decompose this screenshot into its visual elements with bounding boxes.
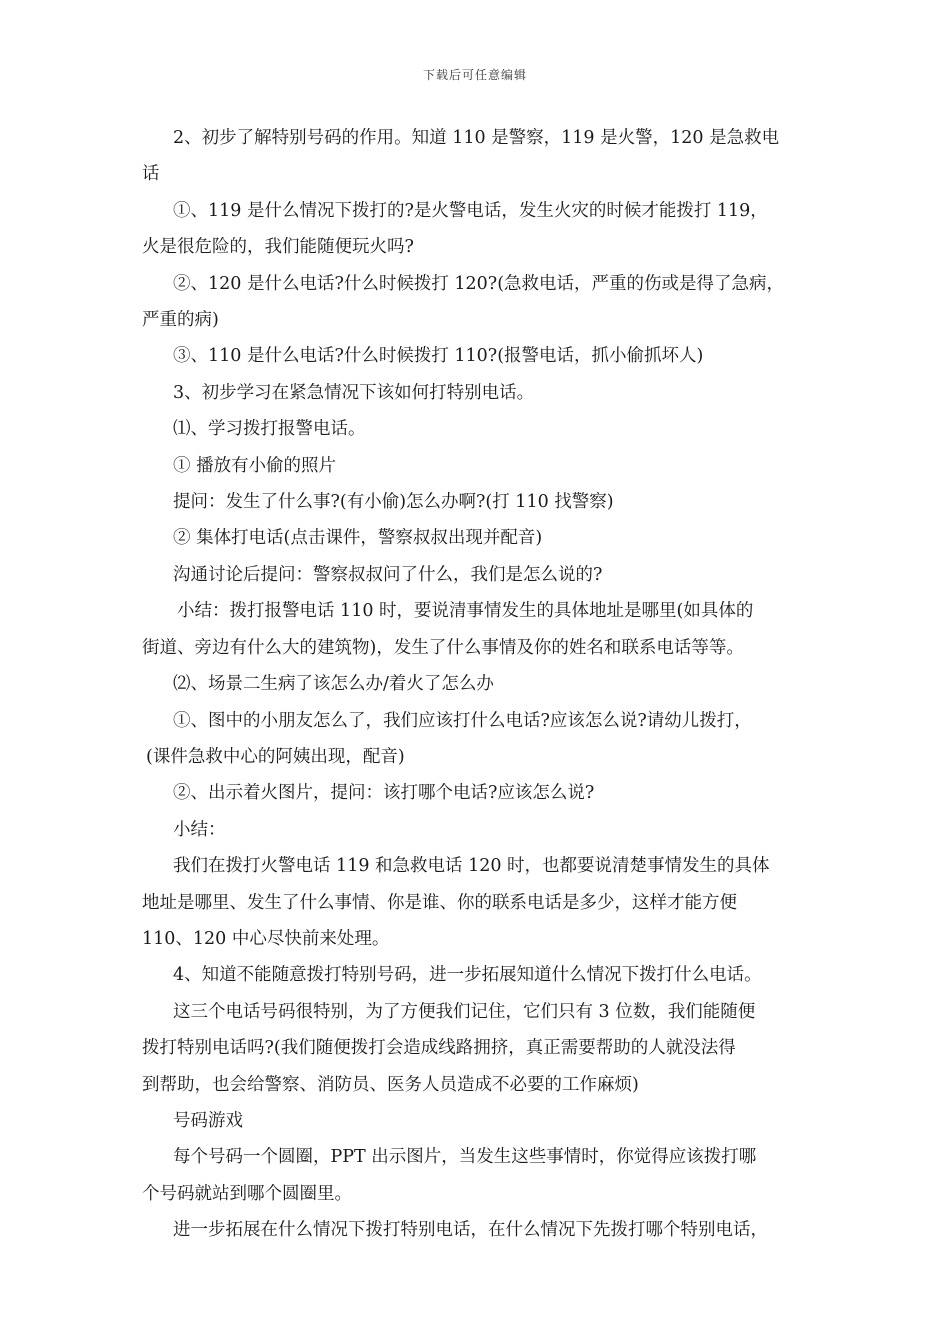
paragraph-line: 小结：拨打报警电话 110 时，要说清事情发生的具体地址是哪里(如具体的: [177, 601, 754, 622]
paragraph-line: ①、119 是什么情况下拨打的?是火警电话，发生火灾的时候才能拨打 119，: [173, 200, 768, 221]
paragraph-line: 小结：: [173, 819, 226, 840]
paragraph-line: 严重的病): [142, 310, 219, 331]
paragraph-line: 110、120 中心尽快前来处理。: [142, 928, 390, 949]
paragraph-line: (课件急救中心的阿姨出现，配音): [146, 746, 405, 767]
paragraph-line: 这三个电话号码很特别，为了方便我们记住，它们只有 3 位数，我们能随便: [173, 1001, 756, 1022]
paragraph-line: 我们在拨打火警电话 119 和急救电话 120 时，也都要说清楚事情发生的具体: [173, 856, 770, 877]
paragraph-line: 拨打特别电话吗?(我们随便拨打会造成线路拥挤，真正需要帮助的人就没法得: [142, 1038, 736, 1059]
paragraph-line: 街道、旁边有什么大的建筑物)，发生了什么事情及你的姓名和联系电话等等。: [142, 637, 744, 658]
paragraph-line: 进一步拓展在什么情况下拨打特别电话，在什么情况下先拨打哪个特别电话，: [173, 1220, 768, 1241]
paragraph-line: ①、图中的小朋友怎么了，我们应该打什么电话?应该怎么说?请幼儿拨打，: [173, 710, 752, 731]
document-body: [142, 120, 826, 1249]
paragraph-line: 到帮助，也会给警察、消防员、医务人员造成不必要的工作麻烦): [142, 1074, 639, 1095]
paragraph-line: 4、知道不能随意拨打特别号码，进一步拓展知道什么情况下拨打什么电话。: [173, 965, 762, 986]
paragraph-line: 话: [142, 164, 160, 185]
paragraph-line: 3、初步学习在紧急情况下该如何打特别电话。: [173, 382, 535, 403]
paragraph-line: 号码游戏: [173, 1110, 243, 1131]
paragraph-line: 个号码就站到哪个圆圈里。: [142, 1183, 352, 1204]
paragraph-line: ②、出示着火图片，提问：该打哪个电话?应该怎么说?: [173, 783, 595, 804]
paragraph-line: 沟通讨论后提问：警察叔叔问了什么，我们是怎么说的?: [173, 564, 603, 585]
paragraph-line: ⑴、学习拨打报警电话。: [173, 419, 366, 440]
paragraph-line: 地址是哪里、发生了什么事情、你是谁、你的联系电话是多少，这样才能方便: [142, 892, 737, 913]
paragraph-line: 2、初步了解特别号码的作用。知道 110 是警察，119 是火警，120 是急救电: [173, 128, 780, 148]
paragraph-line: 火是很危险的，我们能随便玩火吗?: [142, 237, 414, 258]
paragraph-line: 每个号码一个圆圈，PPT 出示图片，当发生这些事情时，你觉得应该拨打哪: [173, 1147, 757, 1168]
paragraph-line: ⑵、场景二生病了该怎么办/着火了怎么办: [173, 674, 494, 695]
paragraph-line: 提问：发生了什么事?(有小偷)怎么办啊?(打 110 找警察): [173, 492, 614, 513]
page-header: 下载后可任意编辑: [422, 68, 527, 82]
paragraph-line: ③、110 是什么电话?什么时候拨打 110?(报警电话，抓小偷抓坏人): [173, 346, 704, 367]
paragraph-line: ②、120 是什么电话?什么时候拨打 120?(急救电话，严重的伤或是得了急病，: [173, 273, 785, 294]
paragraph-line: ② 集体打电话(点击课件，警察叔叔出现并配音): [173, 528, 543, 549]
paragraph-line: ① 播放有小偷的照片: [173, 455, 337, 476]
